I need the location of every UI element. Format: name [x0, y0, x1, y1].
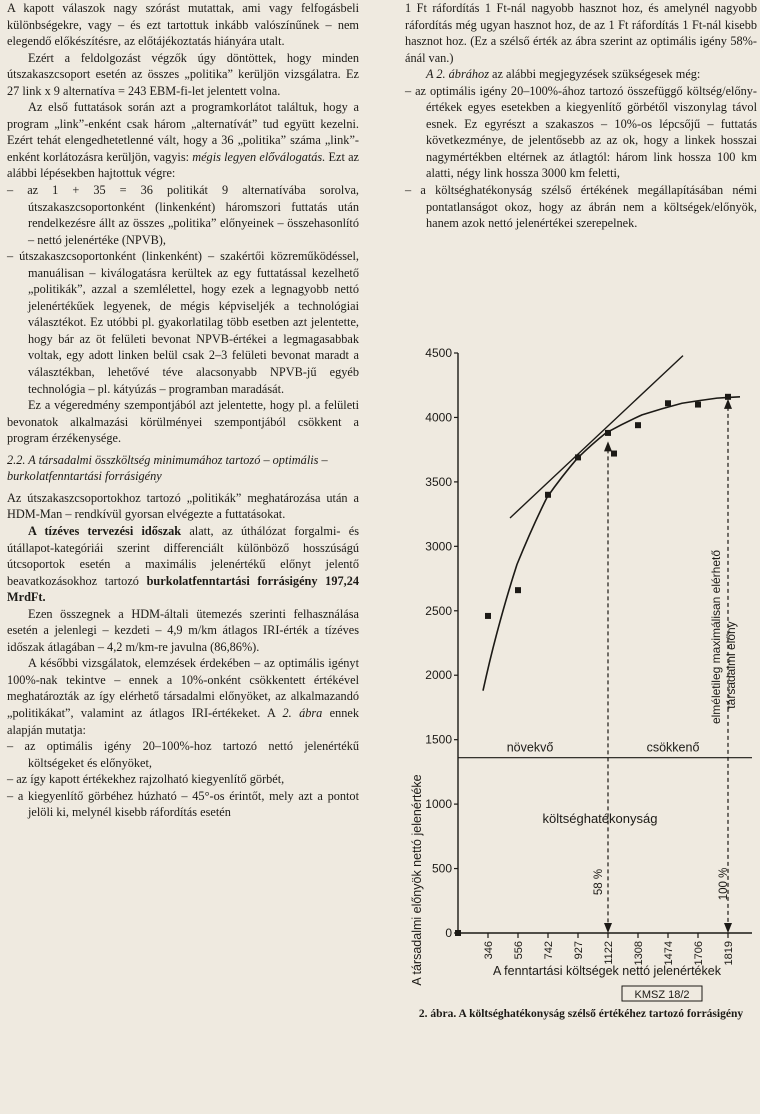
- y-tick-label: 1000: [425, 797, 452, 812]
- paragraph: 1 Ft ráfordítás 1 Ft-nál nagyobb hasznot hoz, és amelynél nagyobb ráfordítás még ugyan hasznot hoz, de az 1 Ft ráfordítás 1 Ft-nál kisebb hasznot hoz. (Ez a szélső érték az ábra szerint az optimális igény 58%-ánál van.): [405, 1, 757, 65]
- emphasis: mégis legyen előválogatás.: [192, 149, 326, 164]
- data-point: [455, 930, 461, 936]
- figure-chart: [407, 335, 759, 1095]
- annotations: [458, 399, 752, 933]
- paragraph: [7, 655, 359, 738]
- label-increasing: növekvő: [506, 740, 554, 755]
- x-axis-label: A fenntartási költségek nettó jelenértékek: [493, 964, 721, 978]
- figure-caption: 2. ábra. A költséghatékonyság szélső értékéhez tartozó forrásigény: [418, 1008, 744, 1020]
- label-58-percent: 58 %: [593, 868, 605, 896]
- x-tick-label: 1474: [663, 941, 675, 966]
- data-point: [605, 430, 611, 436]
- list-item: – az optimális igény 20–100%-ához tartozó összefüggő költség/előny-értékek egyes esetekben a kiegyenlítő görbétől viszonylag távol esnek. Ez egyrészt a szakaszos – 10%-os lépcsőjű – futtatás következménye, de jelentősebb az az ok, hogy a linkek hosszai nagymértékben eltérnek az átlagtól: három link hossza 100 km alatti, négy link hossza 3000 km feletti,: [405, 83, 757, 181]
- paragraph: Ezen összegnek a HDM-általi ütemezés szerinti felhasználása esetén a jelenlegi – kezdeti – 4,9 m/km átlagos IRI-érték a tízéves időszak átlagában – 4,2 m/km-re javulna (86,86%).: [7, 606, 359, 654]
- list-item: – az így kapott értékekhez rajzolható kiegyenlítő görbét,: [7, 772, 285, 787]
- data-point: [611, 451, 617, 457]
- y-tick-labels: [425, 346, 452, 940]
- text: A későbbi vizsgálatok, elemzések érdekében – az optimális igényt 100%-nak tekintve – ennek a 10%-onként csökkentett értékével meghatározták az így elérhető társadalmi előnyöket, az alkalmazandó „politikákat”, valamint az átlagos IRI-értékeket. A: [7, 656, 359, 720]
- y-tick-label: 2500: [425, 603, 452, 618]
- x-tick-label: 927: [573, 941, 585, 960]
- paragraph: [7, 99, 359, 182]
- data-points: [455, 394, 731, 936]
- arrow-down-icon: [604, 923, 612, 933]
- list-item: – a költséghatékonyság szélső értékének megállapításában némi pontatlanságot okoz, hogy az ábrán nem a költségek/előnyök, hanem azok nettó jelenértékei szerepelnek.: [405, 183, 757, 231]
- text: alatt, az úthálózat forgalmi- és útállapot-kategóriái szerint differenciált különböző hosszúságú útcsoportok esetén a maximális jelenértékű előnyt jelentő beavatkozásokhoz tartozó: [7, 523, 359, 588]
- y-tick-label: 500: [431, 861, 452, 876]
- paragraph: [405, 66, 757, 83]
- x-tick-label: 1706: [693, 941, 705, 966]
- text: Az első futtatások során azt a programkorlátot találtuk, hogy a program „link”-enként csak három „alternatívát” tud együtt kezelni. Ezért tehát elengedhetetlenné vált, hogy a 36 „politika” száma „link”-enként korlátozásra kerüljön, vagyis:: [7, 100, 359, 164]
- right-column: [405, 0, 757, 232]
- data-point: [545, 492, 551, 498]
- paragraph: Ezért a feldolgozást végzők úgy döntöttek, hogy minden útszakaszcsoport esetén az összes „politika” kerüljön vizsgálatra. Ez 27 link x 9 alternatíva = 243 EBM-fi-let jelentett volna.: [7, 50, 359, 98]
- data-point: [515, 587, 521, 593]
- x-tick-label: 346: [483, 941, 495, 960]
- arrow-up-icon: [724, 399, 732, 409]
- text: az alábbi megjegyzések szükségesek még:: [488, 67, 701, 82]
- y-tick-label: 3500: [425, 474, 452, 489]
- y-tick-label: 4500: [425, 346, 452, 360]
- paragraph: [7, 523, 359, 606]
- x-tick-label: 556: [513, 941, 525, 960]
- paragraph: Az útszakaszcsoportokhoz tartozó „politikák” meghatározása után a HDM-Man – rendkívül gyorsan elvégezte a futtatásokat.: [7, 490, 359, 522]
- paragraph: A kapott válaszok nagy szórást mutattak, ami vagy felfogásbeli különbségekre, vagy – és ezt tartottuk inkább valószínűnek – nem elegendő előkészítésre, az előtájékoztatás hiányára utalt.: [7, 1, 359, 49]
- list-item: – útszakaszcsoportonként (linkenként) – szakértői közreműködéssel, manuálisan – kiválogatásra kerültek az egy futtatással kezelhető „politikák”, azzal a szemlélettel, hogy ezek a legnagyobb nettó jelenértékűek legyenek, de mégis képviseljék a technológiai választékot. Ez utóbbi pl. gyakorlatilag több esetben azt jelentette, hogy bár az öt felületi bevonat NPVB-értékei a legmagasabbak voltak, egy adott linken belül csak 2–3 felületi bevonat maradt a választékban, lehetővé téve alacsonyabb NPVB-jű egyéb technológia – pl. kátyúzás – programban maradását.: [7, 249, 359, 396]
- paragraph: Ez a végeredmény szempontjából azt jelentette, hogy pl. a felületi bevonatok alkalmazási körülményei szempontjából csökkent a program érzékenysége.: [7, 398, 359, 446]
- section-heading: 2.2. A társadalmi összköltség minimumához tartozó – optimális – burkolatfenntartási forrásigény: [7, 452, 328, 484]
- x-tick-label: 1819: [723, 941, 735, 966]
- left-column: [7, 0, 359, 821]
- bold-text: A tízéves tervezési időszak: [28, 523, 182, 538]
- chart-axes: [454, 353, 752, 938]
- data-point: [695, 402, 701, 408]
- data-point: [575, 454, 581, 460]
- emphasis: A 2. ábrához: [426, 67, 489, 82]
- bold-text: burkolatfenntartási forrásigény 197,24 MrdFt.: [7, 573, 359, 605]
- y-tick-label: 3000: [425, 539, 452, 554]
- arrow-down-icon: [724, 923, 732, 933]
- arrow-up-icon: [604, 441, 612, 451]
- list-item: – az 1 + 35 = 36 politikát 9 alternatívába sorolva, útszakaszcsoportonként (linkenként) háromszori futtatás után rendelkezésre állt az összes „politika” előnyeinek – összehasonlító – nettó jelenértéke (NPVB),: [7, 183, 359, 247]
- y-tick-label: 4000: [425, 410, 452, 425]
- label-efficiency: költséghatékonyság: [542, 811, 658, 826]
- stamp-text: KMSZ 18/2: [634, 989, 690, 1001]
- tangent-line: [510, 356, 683, 518]
- data-point: [635, 422, 641, 428]
- data-point: [485, 613, 491, 619]
- y-axis-label: A társadalmi előnyök nettó jelenértéke: [410, 774, 424, 986]
- emphasis: 2. ábra: [282, 705, 323, 720]
- y-tick-label: 1500: [425, 732, 452, 747]
- data-point: [665, 400, 671, 406]
- text: Ezt az alábbi lépésekben hajtottuk végre:: [7, 149, 360, 181]
- list-item: – a kiegyenlítő görbéhez húzható – 45°-os érintőt, mely azt a pontot jelöli ki, melynél kisebb ráfordítás esetén: [7, 788, 359, 820]
- x-tick-labels: [483, 941, 735, 965]
- fit-curve: [483, 397, 740, 691]
- label-theoretical-max: elméletileg maximálisan elérhető: [709, 549, 723, 725]
- x-tick-label: 1122: [603, 941, 615, 965]
- x-tick-label: 742: [543, 941, 555, 960]
- y-tick-label: 0: [445, 926, 452, 940]
- label-decreasing: csökkenő: [646, 740, 700, 755]
- x-tick-label: 1308: [633, 941, 645, 966]
- label-100-percent: 100 %: [718, 867, 730, 901]
- text: ennek alapján mutatja:: [7, 705, 360, 737]
- label-theoretical-max-2: társadalmi előny: [724, 621, 738, 709]
- list-item: – az optimális igény 20–100%-hoz tartozó nettó jelenértékű költségeket és előnyöket,: [7, 739, 359, 770]
- y-tick-label: 2000: [425, 668, 452, 683]
